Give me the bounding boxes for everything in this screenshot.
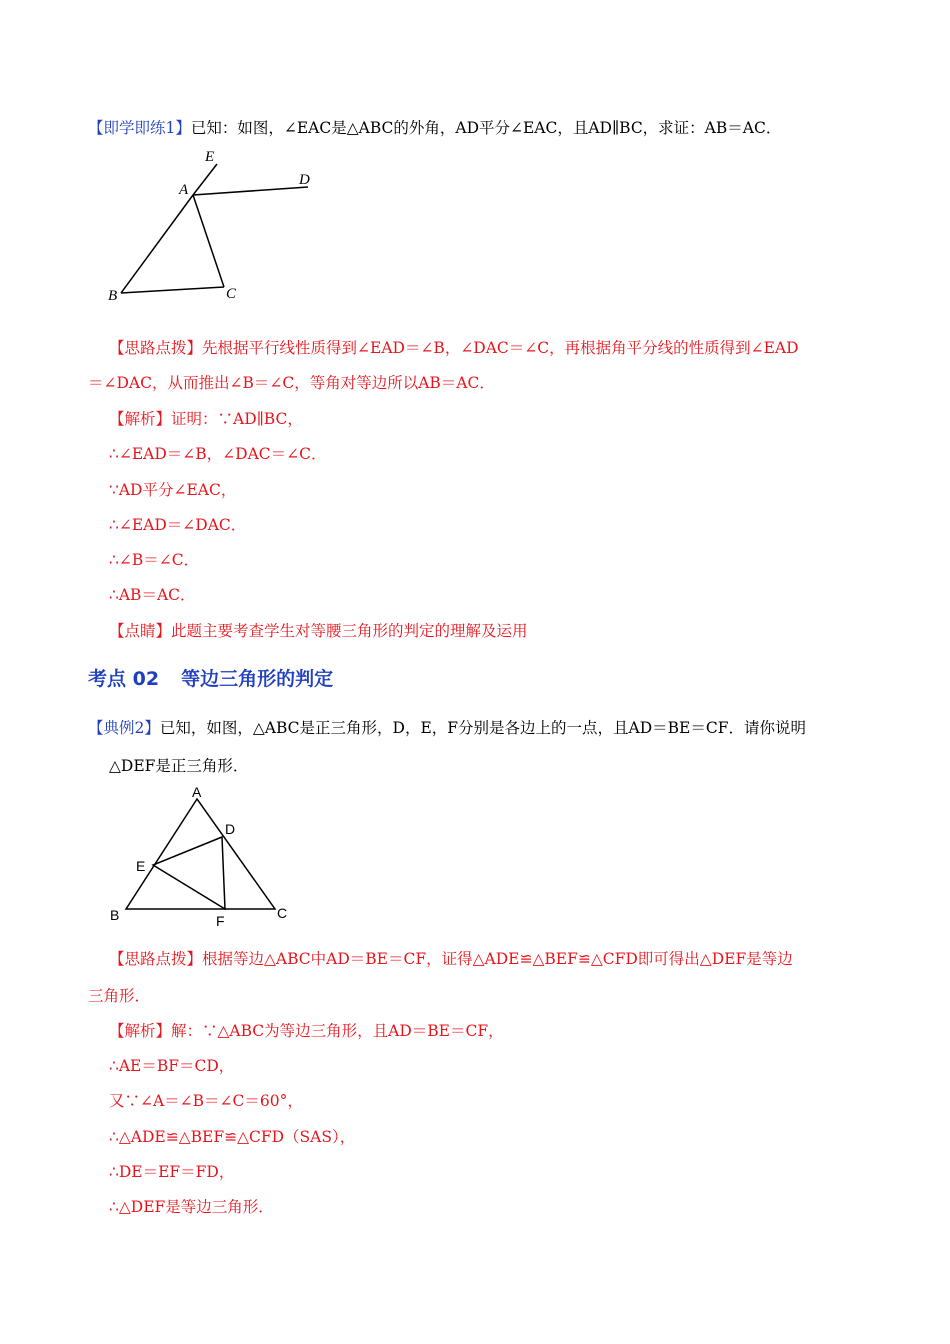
example-hint-line-1: 【思路点拨】根据等边△ABC中AD＝BE＝CF，证得△ADE≌△BEF≌△CFD即可得出△DEF是等边 [109, 950, 793, 968]
solution-step: ∴∠B＝∠C． [109, 551, 200, 569]
example-solution-step: ∴△DEF是等边三角形． [109, 1198, 274, 1216]
segment-ab [121, 195, 193, 293]
label-f: F [216, 913, 225, 929]
label-a: A [179, 182, 189, 198]
example-hint-line-2: 三角形． [88, 987, 151, 1005]
example-solution-step: 又∵∠A＝∠B＝∠C＝60°， [109, 1092, 303, 1110]
example-tag: 【典例2】 [88, 719, 160, 737]
label-d: D [299, 172, 310, 188]
segment-bc [121, 287, 224, 293]
ray-ae [193, 164, 217, 195]
figure-equilateral-triangle [100, 782, 300, 932]
label-c: C [226, 286, 237, 302]
label-e: E [205, 149, 215, 165]
solution-step: ∵AD平分∠EAC， [109, 481, 237, 499]
example-question-line-2: △DEF是正三角形． [109, 757, 249, 775]
solution-tag: 【解析】 [109, 410, 172, 428]
label-b: B [108, 288, 118, 304]
example-hint-tag: 【思路点拨】 [109, 950, 203, 968]
section-heading [88, 664, 333, 691]
example-question-line-1: 【典例2】已知，如图，△ABC是正三角形，D，E，F分别是各边上的一点，且AD＝BE＝CF．请你说明 [88, 719, 806, 737]
example-solution-step: ∴AE＝BF＝CD， [109, 1057, 235, 1075]
section-number: 考点 02 [88, 668, 160, 690]
solution-step: ∴∠EAD＝∠DAC． [109, 516, 247, 534]
practice-question-text: 已知：如图，∠EAC是△ABC的外角，AD平分∠EAC，且AD∥BC，求证：AB＝AC． [190, 119, 782, 137]
example-solution-first-line: 【解析】解：∵△ABC为等边三角形，且AD＝BE＝CF， [109, 1022, 504, 1040]
practice-tag: 【即学即练1】 [88, 119, 191, 137]
section-title: 等边三角形的判定 [181, 668, 334, 690]
solution-first-line: 【解析】证明：∵AD∥BC， [109, 410, 303, 428]
label-e: E [136, 858, 146, 874]
remark-line: 【点睛】此题主要考查学生对等腰三角形的判定的理解及运用 [109, 622, 528, 640]
example-solution-step: ∴△ADE≌△BEF≌△CFD（SAS）， [109, 1128, 356, 1146]
segment-ac [193, 195, 224, 287]
triangle-def [153, 837, 225, 909]
solution-step: ∴AB＝AC． [109, 586, 196, 604]
figure-exterior-angle [100, 142, 330, 312]
hint-tag: 【思路点拨】 [109, 339, 203, 357]
label-c: C [277, 905, 288, 921]
label-a: A [192, 784, 202, 800]
example-solution-tag: 【解析】 [109, 1022, 172, 1040]
hint-line-2: ＝∠DAC，从而推出∠B＝∠C，等角对等边所以AB＝AC． [88, 374, 495, 392]
example-solution-step: ∴DE＝EF＝FD， [109, 1163, 235, 1181]
remark-tag: 【点睛】 [109, 622, 172, 640]
triangle-abc [126, 799, 275, 909]
label-b: B [110, 907, 120, 923]
solution-step: ∴∠EAD＝∠B，∠DAC＝∠C． [109, 445, 327, 463]
label-d: D [225, 821, 236, 837]
segment-ad [193, 187, 308, 195]
hint-line-1: 【思路点拨】先根据平行线性质得到∠EAD＝∠B，∠DAC＝∠C，再根据角平分线的性质得到∠EAD [109, 339, 799, 357]
practice-question [88, 117, 781, 139]
